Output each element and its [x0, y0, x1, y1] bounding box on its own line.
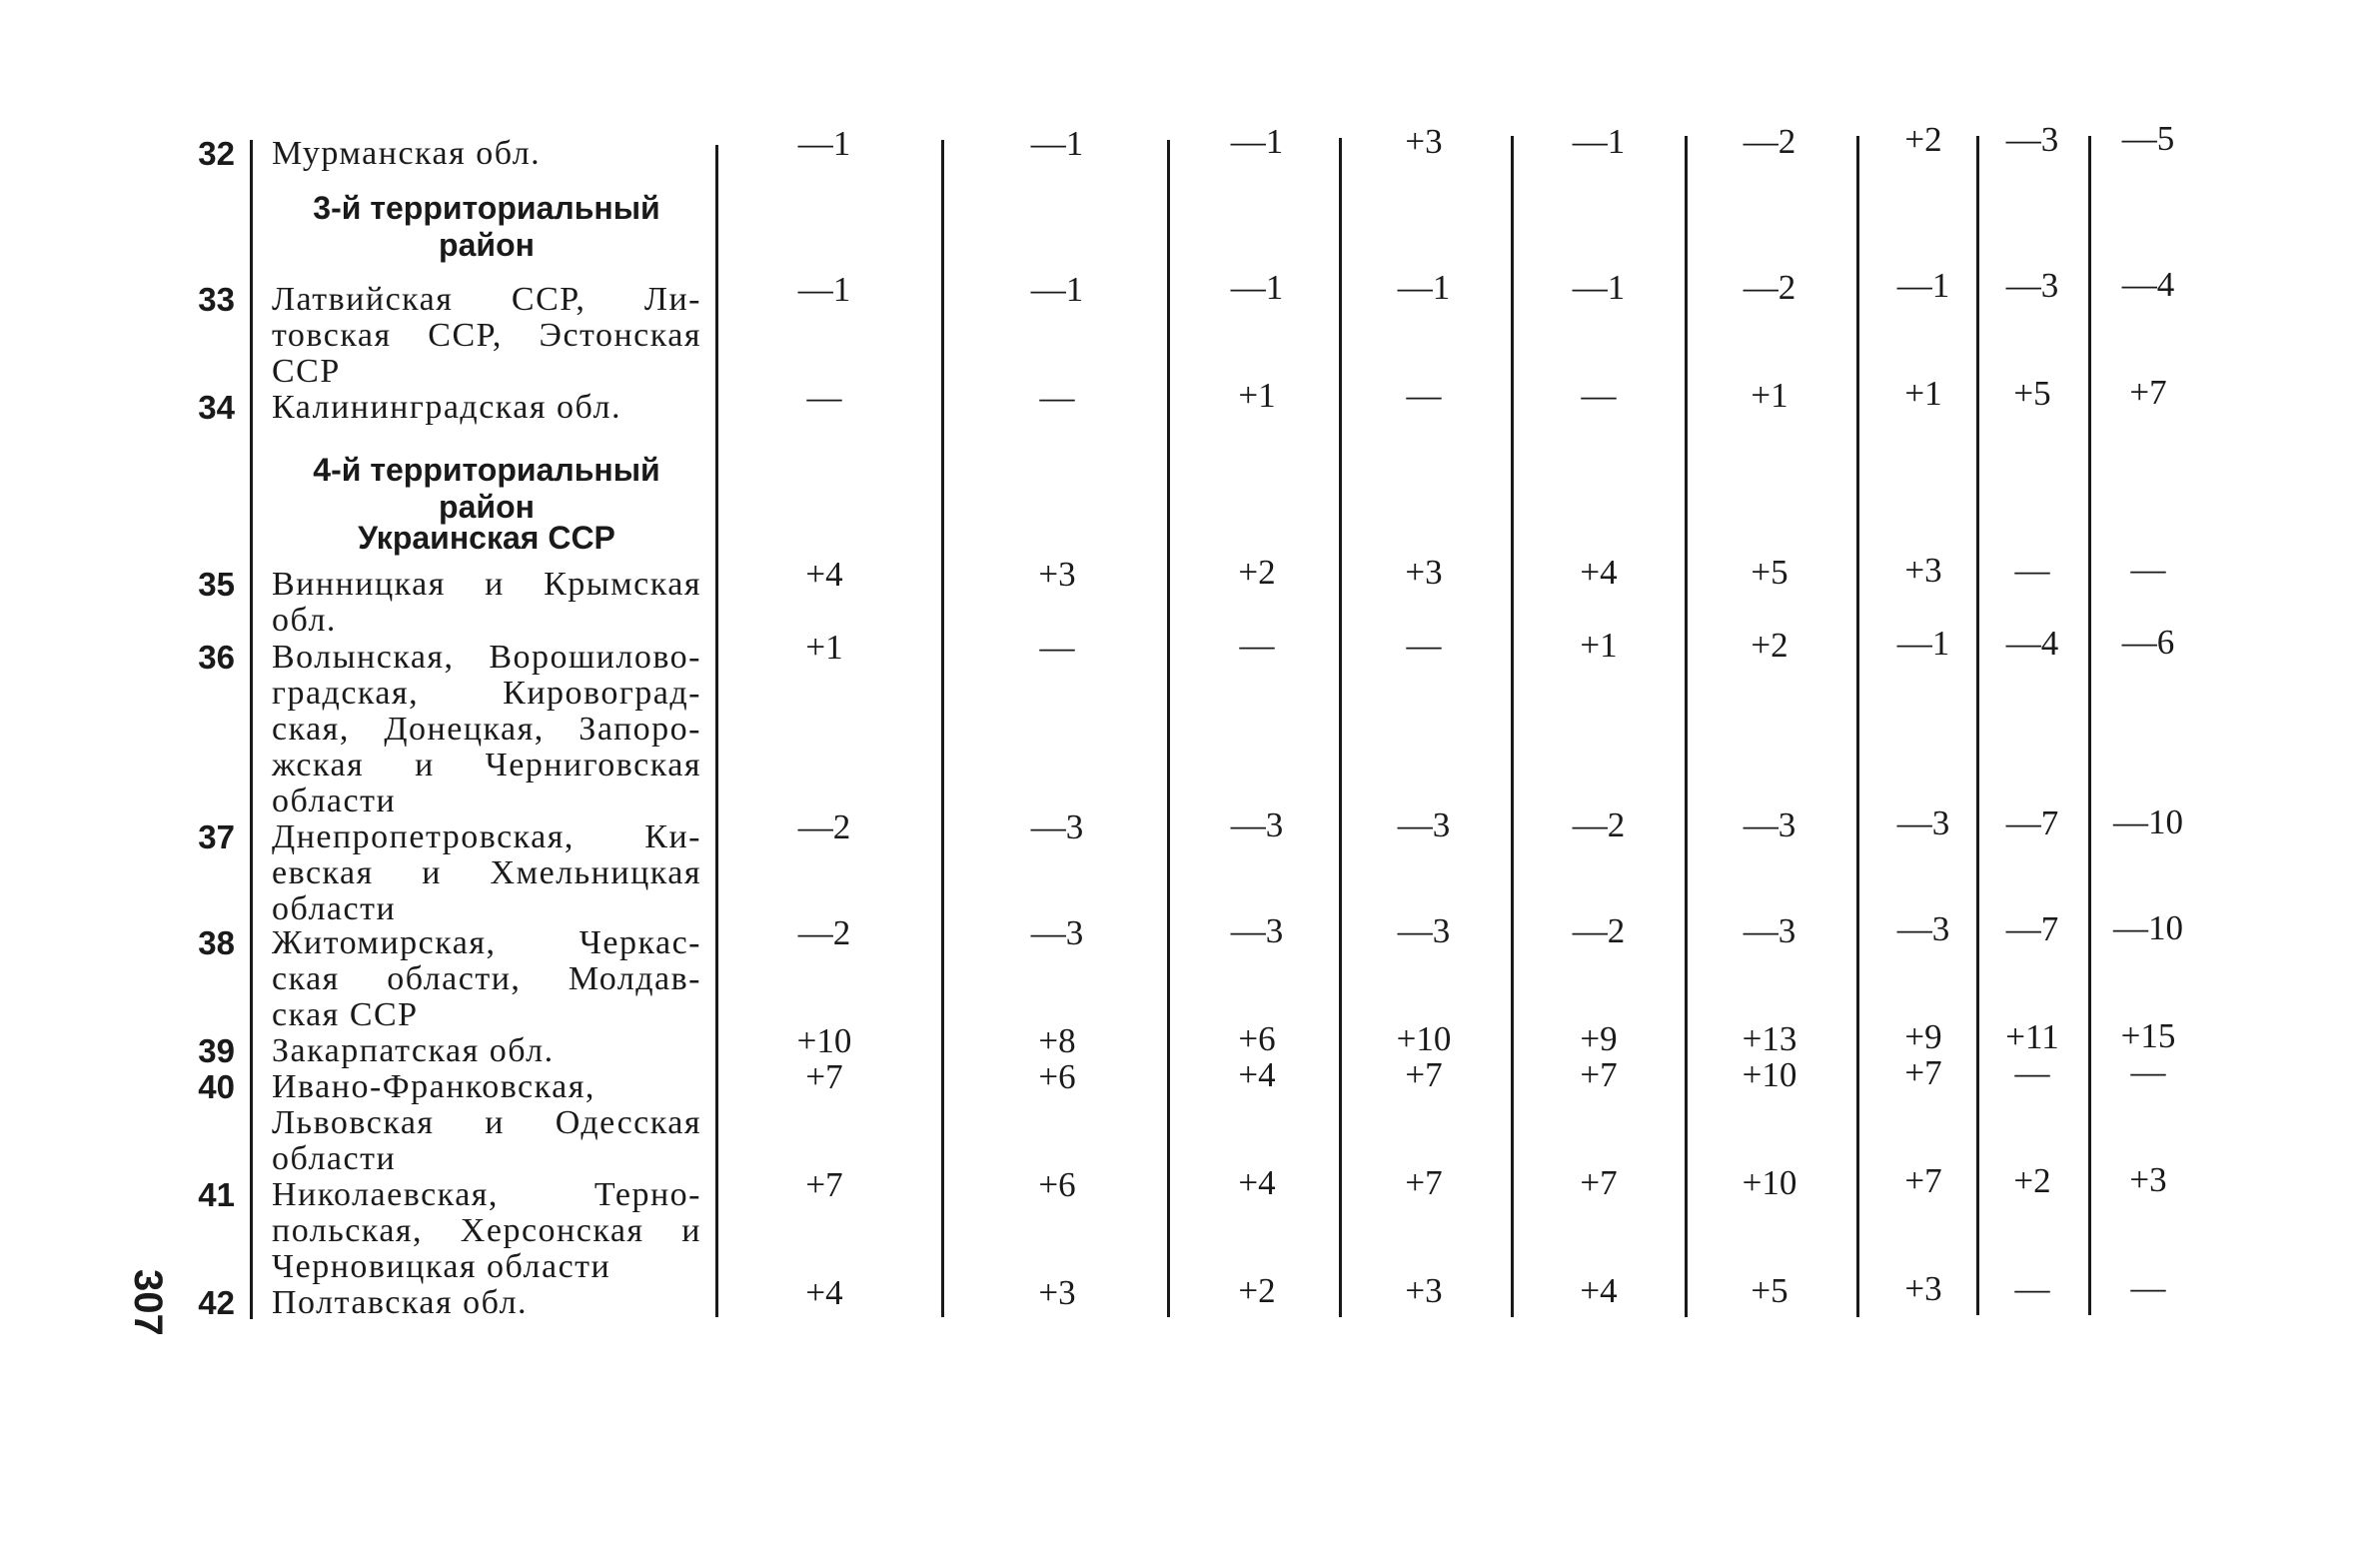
region-name	[272, 1177, 701, 1285]
value-cell: +7	[1580, 1163, 1618, 1202]
value-cell: —1	[1397, 268, 1451, 307]
region-name-line: Черновицкая области	[272, 1248, 611, 1285]
value-cell: +5	[1751, 1271, 1788, 1310]
region-name	[272, 819, 701, 927]
value-cell: +8	[1038, 1021, 1076, 1060]
region-name-line: градская, Кировоград-	[272, 675, 701, 712]
value-cell: +4	[1238, 1055, 1276, 1094]
value-cell: +7	[1904, 1161, 1942, 1200]
value-cell: —7	[2005, 803, 2059, 842]
region-name	[272, 282, 701, 390]
value-cell: +10	[1742, 1163, 1797, 1202]
region-name-line: ская области, Молдав-	[272, 960, 701, 997]
row-number: 35	[198, 566, 235, 603]
value-cell: +4	[1238, 1163, 1276, 1202]
value-cell: —1	[1572, 122, 1626, 161]
region-name	[272, 1033, 701, 1069]
value-cell: +7	[805, 1057, 843, 1096]
value-cell: —	[2014, 1053, 2050, 1092]
value-cell: —3	[1743, 805, 1796, 844]
value-cell: +6	[1038, 1057, 1076, 1096]
value-cell: —1	[797, 124, 851, 163]
section-heading-line: 4-й территориальный	[313, 452, 660, 488]
value-cell: —	[2130, 550, 2166, 589]
value-cell: +2	[1238, 1271, 1276, 1310]
value-cell: —3	[1896, 803, 1950, 842]
region-name-line: евская и Хмельницкая	[272, 854, 701, 891]
value-cell: —	[2014, 1269, 2050, 1308]
value-cell: +3	[2129, 1160, 2167, 1199]
region-name	[272, 136, 701, 172]
value-cell: +1	[1580, 626, 1618, 665]
region-name-line: Житомирская, Черкас-	[272, 924, 701, 961]
value-cell: +9	[1904, 1017, 1942, 1056]
section-heading	[272, 520, 701, 557]
region-name-line: Латвийская ССР, Ли-	[272, 281, 701, 318]
region-name	[272, 925, 701, 1033]
region-name-line: Днепропетровская, Ки-	[272, 818, 701, 855]
value-cell: +4	[805, 555, 843, 594]
value-cell: —3	[2005, 266, 2059, 305]
region-name-line: польская, Херсонская и	[272, 1212, 701, 1249]
row-number: 33	[198, 281, 235, 318]
region-name-line: ССР	[272, 353, 341, 390]
value-cell: —2	[1572, 805, 1626, 844]
value-cell: +1	[805, 628, 843, 667]
value-cell: +4	[1580, 1271, 1618, 1310]
column-rule	[1167, 140, 1170, 1317]
value-cell: +2	[1904, 120, 1942, 159]
region-name-line: области	[272, 1140, 397, 1177]
page-number: 307	[126, 1269, 170, 1336]
value-cell: —	[806, 378, 842, 417]
region-name-line: товская ССР, Эстонская	[272, 317, 701, 354]
value-cell: —3	[1230, 805, 1284, 844]
value-cell: —	[1039, 378, 1075, 417]
value-cell: +6	[1038, 1165, 1076, 1204]
region-name	[272, 390, 701, 426]
value-cell: —3	[2005, 120, 2059, 159]
column-rule	[2088, 136, 2091, 1315]
value-cell: +7	[805, 1165, 843, 1204]
region-name-line: обл.	[272, 602, 337, 639]
column-rule	[715, 145, 718, 1317]
region-name-line: Винницкая и Крымская	[272, 566, 701, 603]
region-name	[272, 567, 701, 639]
value-cell: —6	[2121, 623, 2175, 662]
section-heading-line: Украинская ССР	[358, 520, 615, 556]
row-number: 41	[198, 1176, 235, 1213]
value-cell: —1	[1030, 270, 1084, 309]
row-number: 36	[198, 639, 235, 676]
value-cell: +1	[1904, 374, 1942, 413]
value-cell: +5	[1751, 553, 1788, 592]
value-cell: +6	[1238, 1019, 1276, 1058]
value-cell: —	[2130, 1052, 2166, 1091]
value-cell: —1	[1230, 122, 1284, 161]
value-cell: —1	[797, 270, 851, 309]
column-rule	[941, 140, 944, 1317]
value-cell: +1	[1238, 376, 1276, 415]
region-name	[272, 640, 701, 819]
region-name-line: жская и Черниговская	[272, 747, 701, 783]
section-heading-line: район	[439, 489, 535, 525]
row-number: 39	[198, 1032, 235, 1069]
value-cell: +3	[1038, 555, 1076, 594]
region-name-line: Ивано-Франковская,	[272, 1068, 595, 1105]
value-cell: —1	[1896, 624, 1950, 663]
value-cell: +7	[1405, 1163, 1443, 1202]
region-name-line: ская ССР	[272, 996, 419, 1033]
value-cell: —1	[1030, 124, 1084, 163]
region-name-line: Львовская и Одесская	[272, 1104, 701, 1141]
section-heading	[272, 452, 701, 526]
value-cell: —	[2014, 551, 2050, 590]
row-number: 32	[198, 135, 235, 172]
value-cell: +1	[1751, 376, 1788, 415]
region-name	[272, 1069, 701, 1177]
region-name-line: Полтавская обл.	[272, 1284, 529, 1321]
region-name-line: Закарпатская обл.	[272, 1032, 555, 1069]
value-cell: +7	[1405, 1055, 1443, 1094]
value-cell: —	[1239, 626, 1275, 665]
value-cell: —10	[2113, 908, 2183, 947]
column-rule	[1511, 136, 1514, 1317]
value-cell: —	[2130, 1268, 2166, 1307]
value-cell: —2	[797, 913, 851, 952]
value-cell: —2	[1743, 268, 1796, 307]
value-cell: +2	[1751, 626, 1788, 665]
value-cell: —1	[1230, 268, 1284, 307]
section-heading-line: 3-й территориальный	[313, 190, 660, 226]
region-name-line: Николаевская, Терно-	[272, 1176, 701, 1213]
value-cell: —3	[1896, 909, 1950, 948]
column-rule	[1339, 138, 1342, 1317]
region-name-line: Калининградская обл.	[272, 389, 621, 426]
value-cell: +4	[805, 1273, 843, 1312]
value-cell: —3	[1030, 913, 1084, 952]
value-cell: —2	[1743, 122, 1796, 161]
value-cell: —2	[1572, 911, 1626, 950]
value-cell: +7	[2129, 373, 2167, 412]
region-name-line: ская, Донецкая, Запоро-	[272, 711, 701, 748]
value-cell: —	[1039, 628, 1075, 667]
value-cell: —1	[1572, 268, 1626, 307]
column-rule	[1685, 136, 1688, 1317]
value-cell: +10	[1742, 1055, 1797, 1094]
value-cell: —2	[797, 807, 851, 846]
region-name	[272, 1285, 701, 1321]
value-cell: —3	[1397, 805, 1451, 844]
row-number: 37	[198, 818, 235, 855]
value-cell: +3	[1405, 122, 1443, 161]
value-cell: +2	[2013, 1161, 2051, 1200]
value-cell: +13	[1742, 1019, 1797, 1058]
value-cell: +7	[1580, 1055, 1618, 1094]
value-cell: —1	[1896, 266, 1950, 305]
row-number: 38	[198, 924, 235, 961]
value-cell: +15	[2120, 1016, 2176, 1055]
value-cell: —3	[1030, 807, 1084, 846]
column-rule	[1976, 136, 1979, 1315]
value-cell: +3	[1038, 1273, 1076, 1312]
value-cell: +3	[1904, 1269, 1942, 1308]
region-name-line: области	[272, 782, 397, 819]
value-cell: +3	[1405, 553, 1443, 592]
value-cell: +4	[1580, 553, 1618, 592]
region-name-line: Мурманская обл.	[272, 135, 542, 172]
column-rule	[1856, 136, 1859, 1317]
row-number: 34	[198, 389, 235, 426]
value-cell: —5	[2121, 119, 2175, 158]
value-cell: —3	[1397, 911, 1451, 950]
value-cell: —4	[2005, 624, 2059, 663]
region-name-line: области	[272, 890, 397, 927]
row-number: 40	[198, 1068, 235, 1105]
value-cell: +3	[1405, 1271, 1443, 1310]
value-cell: +3	[1904, 551, 1942, 590]
value-cell: +10	[1396, 1019, 1452, 1058]
value-cell: —10	[2113, 802, 2183, 841]
value-cell: —3	[1743, 911, 1796, 950]
value-cell: —	[1581, 376, 1617, 415]
column-rule	[250, 140, 253, 1319]
value-cell: —3	[1230, 911, 1284, 950]
value-cell: —7	[2005, 909, 2059, 948]
value-cell: —4	[2121, 265, 2175, 304]
value-cell: —	[1406, 376, 1442, 415]
value-cell: +2	[1238, 553, 1276, 592]
value-cell: +10	[796, 1021, 852, 1060]
section-heading	[272, 190, 701, 264]
section-heading-line: район	[439, 227, 535, 263]
value-cell: +9	[1580, 1019, 1618, 1058]
value-cell: +11	[2005, 1017, 2059, 1056]
region-name-line: Волынская, Ворошилово-	[272, 639, 701, 676]
value-cell: —	[1406, 626, 1442, 665]
row-number: 42	[198, 1284, 235, 1321]
value-cell: +7	[1904, 1053, 1942, 1092]
value-cell: +5	[2013, 374, 2051, 413]
